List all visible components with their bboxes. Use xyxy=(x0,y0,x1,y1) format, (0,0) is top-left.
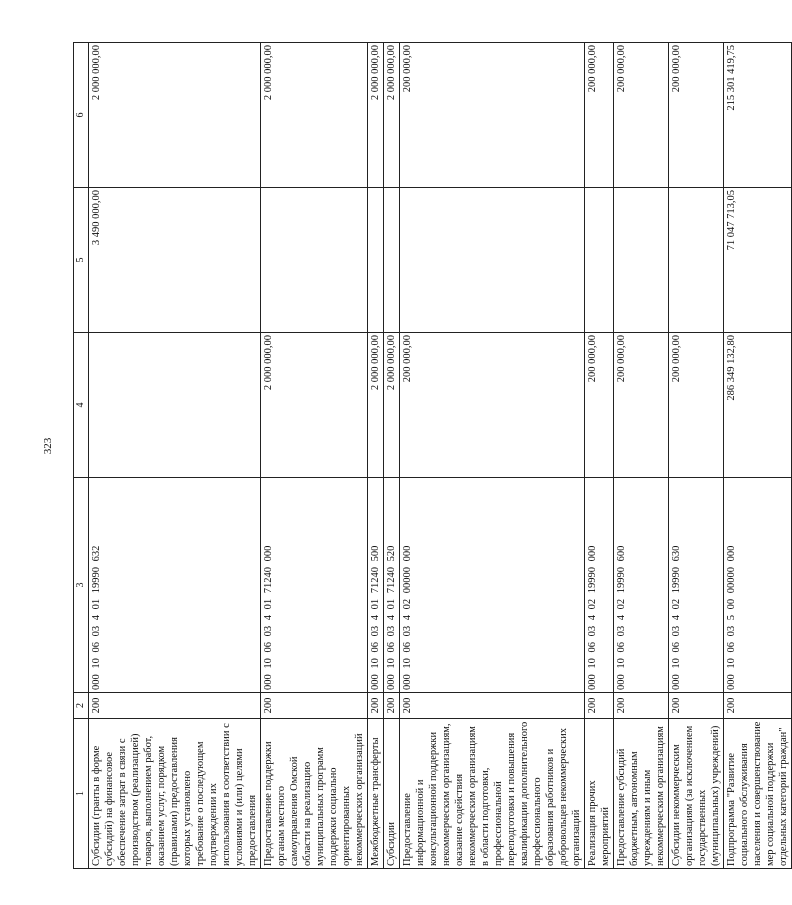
header-col-1: 1 xyxy=(74,719,89,869)
row-value-col4: 200 000,00 xyxy=(585,333,614,478)
row-name: Предоставление поддержки органам местного самоуправления Омской области на реализацию муниципальных программ поддержки социально ориентированных некоммерческих организаций xyxy=(261,719,368,869)
table-row xyxy=(400,43,585,869)
row-value-col6: 2 000 000,00 xyxy=(384,43,400,188)
rotated-table-container xyxy=(73,43,789,869)
table-row xyxy=(614,43,669,869)
row-name: Межбюджетные трансферты xyxy=(368,719,384,869)
row-value-col4: 200 000,00 xyxy=(669,333,724,478)
row-name: Субсидии некоммерческим организациям (за исключением государственных (муниципальных) учреждений) xyxy=(669,719,724,869)
row-value-col4 xyxy=(89,333,261,478)
row-value-col6: 200 000,00 xyxy=(585,43,614,188)
row-value-col6: 200 000,00 xyxy=(669,43,724,188)
header-col-5: 5 xyxy=(74,188,89,333)
row-value-col5 xyxy=(400,188,585,333)
row-value-col6: 200 000,00 xyxy=(400,43,585,188)
row-name: Субсидии (гранты в форме субсидий) на финансовое обеспечение затрат в связи с производством (реализацией) товаров, выполнением работ, оказанием услуг, порядком (правилами) предоставления которых установлено требование о последующем подтверждении их использования в соответствии с условиями и (или) целями предоставления xyxy=(89,719,261,869)
row-value-col5: 3 490 000,00 xyxy=(89,188,261,333)
row-value-col5 xyxy=(261,188,368,333)
row-value-col6: 200 000,00 xyxy=(614,43,669,188)
row-value-col5 xyxy=(384,188,400,333)
row-code: 200 xyxy=(724,693,792,719)
row-code: 200 xyxy=(261,693,368,719)
row-code: 200 xyxy=(384,693,400,719)
table-row xyxy=(89,43,261,869)
row-value-col4: 2 000 000,00 xyxy=(384,333,400,478)
row-classification-code: 000 10 06 03 4 01 71240 500 xyxy=(368,478,384,693)
row-value-col6: 2 000 000,00 xyxy=(89,43,261,188)
row-name: Предоставление субсидий бюджетным, автономным учреждениям и иным некоммерческим организациям xyxy=(614,719,669,869)
row-code: 200 xyxy=(669,693,724,719)
row-value-col5: 71 047 713,05 xyxy=(724,188,792,333)
row-classification-code: 000 10 06 03 4 01 19990 632 xyxy=(89,478,261,693)
row-value-col5 xyxy=(368,188,384,333)
row-value-col6: 2 000 000,00 xyxy=(261,43,368,188)
row-classification-code: 000 10 06 03 4 02 19990 600 xyxy=(614,478,669,693)
row-classification-code: 000 10 06 03 4 02 19990 630 xyxy=(669,478,724,693)
row-value-col6: 2 000 000,00 xyxy=(368,43,384,188)
table-row xyxy=(585,43,614,869)
row-code: 200 xyxy=(585,693,614,719)
table-row xyxy=(669,43,724,869)
page-number: 323 xyxy=(42,437,54,455)
table-row xyxy=(724,43,792,869)
header-row xyxy=(74,43,89,869)
table-row xyxy=(261,43,368,869)
header-col-3: 3 xyxy=(74,478,89,693)
row-name: Реализация прочих мероприятий xyxy=(585,719,614,869)
row-value-col4: 2 000 000,00 xyxy=(368,333,384,478)
budget-table xyxy=(73,42,792,869)
row-name: Субсидии xyxy=(384,719,400,869)
row-value-col4: 2 000 000,00 xyxy=(261,333,368,478)
row-value-col4: 200 000,00 xyxy=(400,333,585,478)
row-classification-code: 000 10 06 03 4 01 71240 520 xyxy=(384,478,400,693)
row-name: Подпрограмма "Развитие социального обслуживания населения и совершенствование мер социальной поддержки отдельных категорий граждан" xyxy=(724,719,792,869)
row-classification-code: 000 10 06 03 4 02 19990 000 xyxy=(585,478,614,693)
row-value-col5 xyxy=(669,188,724,333)
row-code: 200 xyxy=(614,693,669,719)
row-code: 200 xyxy=(400,693,585,719)
row-classification-code: 000 10 06 03 5 00 00000 000 xyxy=(724,478,792,693)
row-value-col4: 286 349 132,80 xyxy=(724,333,792,478)
row-value-col5 xyxy=(614,188,669,333)
row-code: 200 xyxy=(368,693,384,719)
row-code: 200 xyxy=(89,693,261,719)
row-value-col6: 215 301 419,75 xyxy=(724,43,792,188)
row-value-col4: 200 000,00 xyxy=(614,333,669,478)
row-classification-code: 000 10 06 03 4 02 00000 000 xyxy=(400,478,585,693)
table-row xyxy=(368,43,384,869)
row-value-col5 xyxy=(585,188,614,333)
header-col-6: 6 xyxy=(74,43,89,188)
row-name: Предоставление информационной и консультационной поддержки некоммерческим организациям, оказание содействия некоммерческим организациям в области подготовки, профессиональной переподготовки и повышения квалификации дополнительного профессионального образования работников и добровольцев некоммерческих организаций xyxy=(400,719,585,869)
row-classification-code: 000 10 06 03 4 01 71240 000 xyxy=(261,478,368,693)
table-row xyxy=(384,43,400,869)
header-col-4: 4 xyxy=(74,333,89,478)
header-col-2: 2 xyxy=(74,693,89,719)
